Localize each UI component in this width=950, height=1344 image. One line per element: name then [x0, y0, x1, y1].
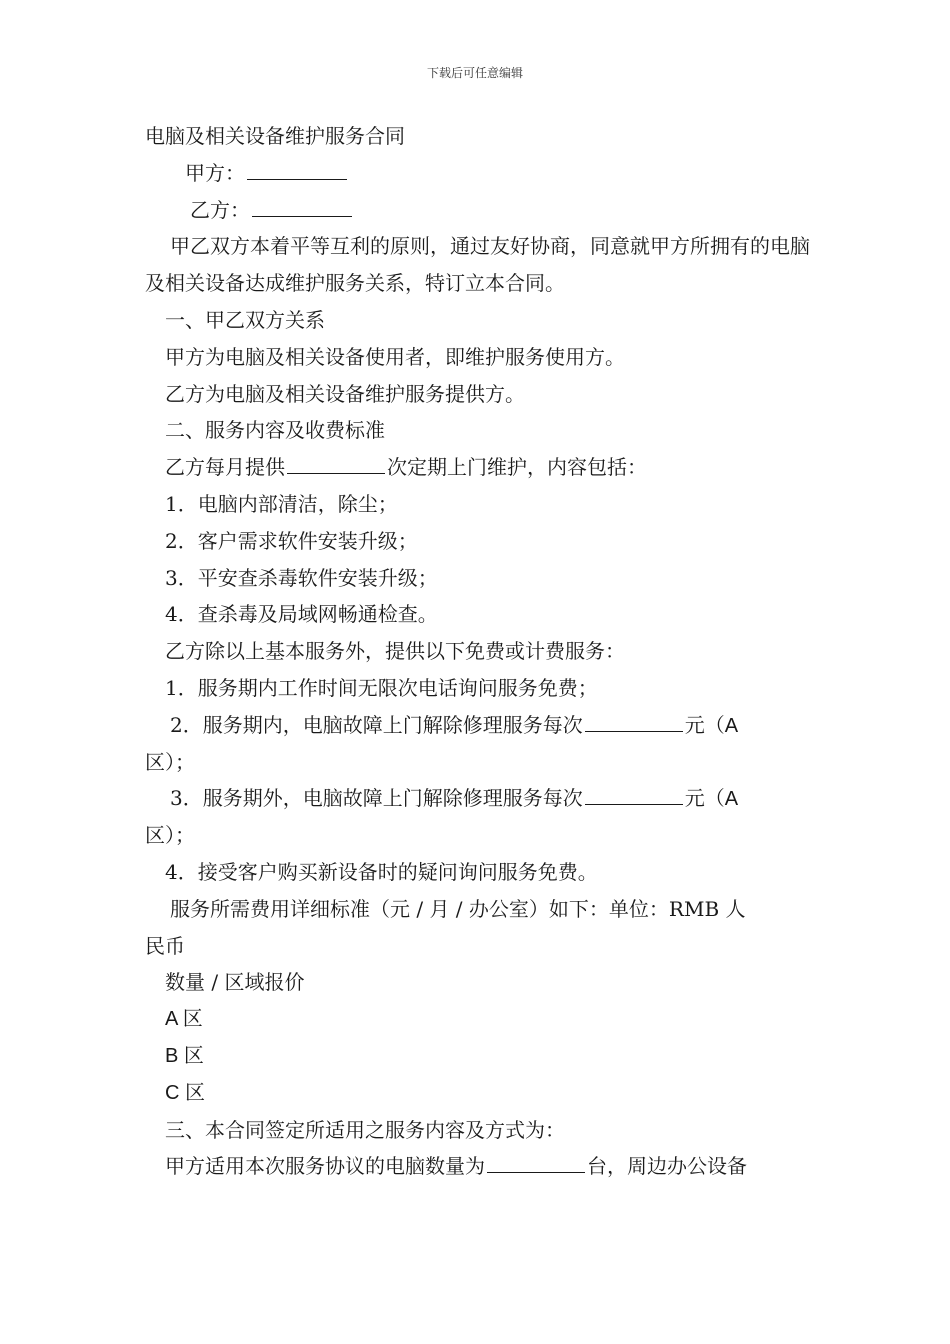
section-2-heading: 二、服务内容及收费标准	[165, 418, 385, 443]
section-1-heading: 一、甲乙双方关系	[165, 307, 325, 332]
zone-c-row: C 区	[165, 1081, 205, 1104]
party-a-blank[interactable]	[247, 159, 347, 180]
computer-count-prefix: 甲方适用本次服务协议的电脑数量为	[165, 1154, 485, 1179]
visit-frequency-prefix: 乙方每月提供	[165, 455, 285, 480]
zone-a-row: A 区	[165, 1008, 203, 1031]
section-1-paragraph-2: 乙方为电脑及相关设备维护服务提供方。	[165, 381, 525, 406]
fee-standard-line-1: 服务所需费用详细标准（元 / 月 / 办公室）如下：单位：RMB 人	[170, 896, 746, 921]
page-header-note: 下载后可任意编辑	[426, 66, 523, 80]
zone-b-row: B 区	[165, 1044, 204, 1067]
section-3-heading: 三、本合同签定所适用之服务内容及方式为：	[165, 1117, 565, 1142]
fee-standard-line-2: 民币	[145, 933, 185, 958]
extra-service-2-fee-blank[interactable]	[585, 711, 683, 732]
computer-count-suffix: 台，周边办公设备	[587, 1154, 747, 1179]
visit-frequency-suffix: 次定期上门维护，内容包括：	[387, 455, 647, 480]
extra-service-2-prefix: 2．服务期内，电脑故障上门解除修理服务每次	[170, 712, 583, 737]
intro-paragraph: 甲乙双方本着平等互利的原则，通过友好协商，同意就甲方所拥有的电脑及相关设备达成维护服务关系，特订立本合同。	[145, 234, 810, 296]
list-item: 2．客户需求软件安装升级；	[165, 528, 418, 553]
extra-service-1: 1．服务期内工作时间无限次电话询问服务免费；	[165, 675, 598, 700]
extra-service-2	[145, 707, 810, 744]
section-1-paragraph-1: 甲方为电脑及相关设备使用者，即维护服务使用方。	[165, 344, 625, 369]
list-item: 3．平安查杀毒软件安装升级；	[165, 565, 438, 590]
party-b-blank[interactable]	[252, 196, 352, 217]
extra-service-2-continuation: 区）；	[145, 749, 195, 774]
list-item: 1．电脑内部清洁，除尘；	[165, 491, 398, 516]
extra-services-intro: 乙方除以上基本服务外，提供以下免费或计费服务：	[165, 639, 625, 664]
party-a-line	[145, 155, 810, 192]
extra-service-3	[145, 780, 810, 817]
extra-service-4: 4．接受客户购买新设备时的疑问询问服务免费。	[165, 859, 598, 884]
visit-frequency-line	[145, 449, 810, 486]
extra-service-2-suffix: 元（A	[684, 714, 739, 737]
visit-frequency-blank[interactable]	[287, 453, 385, 474]
computer-count-blank[interactable]	[487, 1152, 585, 1173]
contract-document	[145, 118, 810, 1185]
contract-title: 电脑及相关设备维护服务合同	[145, 124, 405, 148]
list-item: 4．查杀毒及局域网畅通检查。	[165, 602, 438, 627]
extra-service-3-prefix: 3．服务期外，电脑故障上门解除修理服务每次	[170, 786, 583, 811]
extra-service-3-suffix: 元（A	[684, 788, 739, 811]
party-b-label: 乙方：	[190, 197, 250, 222]
section-3-paragraph-1	[145, 1148, 810, 1185]
party-b-line	[145, 192, 810, 229]
price-table-header: 数量 / 区域报价	[165, 970, 305, 995]
party-a-label: 甲方：	[185, 160, 245, 185]
extra-service-3-fee-blank[interactable]	[585, 784, 683, 805]
extra-service-3-continuation: 区）；	[145, 823, 195, 848]
